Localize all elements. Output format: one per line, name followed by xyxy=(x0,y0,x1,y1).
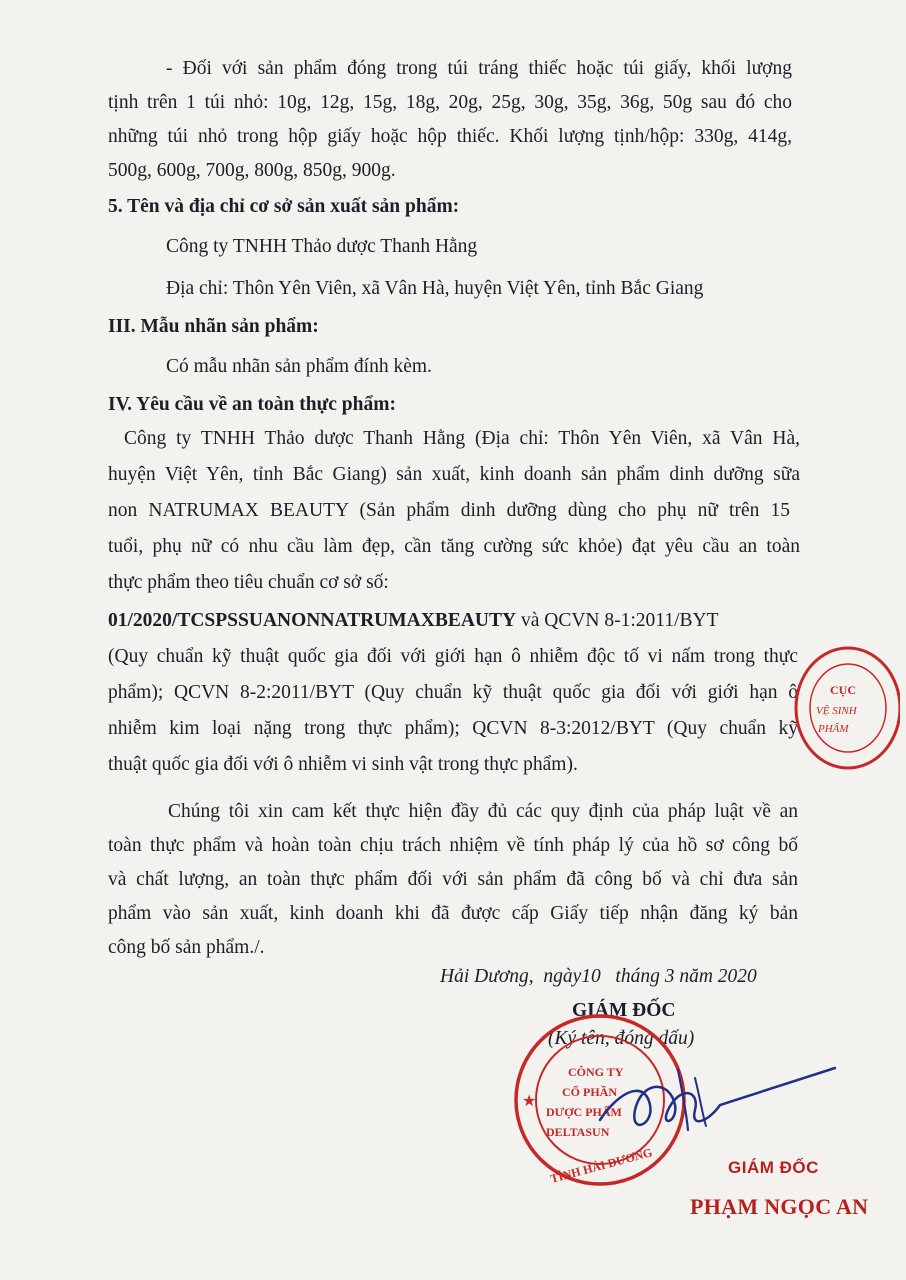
section4-line-1: Công ty TNHH Thảo dược Thanh Hằng (Địa chỉ: Thôn Yên Viên, xã Vân Hà, xyxy=(124,428,800,449)
commitment-line-4: phẩm vào sản xuất, kinh doanh khi đã được cấp Giấy tiếp nhận đăng ký bản xyxy=(108,903,798,924)
section4-line-4: tuổi, phụ nữ có nhu cầu làm đẹp, cần tăng cường sức khỏe) đạt yêu cầu an toàn xyxy=(108,536,800,557)
svg-text:DƯỢC PHẨM: DƯỢC PHẨM xyxy=(546,1105,622,1119)
stamp-title: GIÁM ĐỐC xyxy=(728,1158,819,1177)
packaging-line-1: - Đối với sản phẩm đóng trong túi tráng thiếc hoặc túi giấy, khối lượng xyxy=(166,58,792,79)
section5-company: Công ty TNHH Thảo dược Thanh Hằng xyxy=(166,236,478,257)
section5-heading: 5. Tên và địa chỉ cơ sở sản xuất sản phẩm: xyxy=(108,196,460,217)
packaging-line-2: tịnh trên 1 túi nhỏ: 10g, 12g, 15g, 18g, 20g, 25g, 30g, 35g, 36g, 50g sau đó cho xyxy=(108,92,792,113)
standard-line-5: thuật quốc gia đối với ô nhiễm vi sinh vật trong thực phẩm). xyxy=(108,754,578,775)
svg-text:DELTASUN: DELTASUN xyxy=(546,1125,610,1139)
svg-text:CỤC: CỤC xyxy=(830,683,856,697)
commitment-line-1: Chúng tôi xin cam kết thực hiện đầy đủ các quy định của pháp luật về an xyxy=(168,801,798,822)
standard-line-3: phẩm); QCVN 8-2:2011/BYT (Quy chuẩn kỹ thuật quốc gia đối với giới hạn ô xyxy=(108,682,798,703)
stamp-name: PHẠM NGỌC AN xyxy=(690,1194,869,1219)
section5-address: Địa chỉ: Thôn Yên Viên, xã Vân Hà, huyện Việt Yên, tỉnh Bắc Giang xyxy=(166,278,704,299)
date-line: Hải Dương, ngày10 tháng 3 năm 2020 xyxy=(440,966,757,987)
svg-text:TỈNH HẢI DƯƠNG: TỈNH HẢI DƯƠNG xyxy=(548,1145,654,1186)
commitment-line-5: công bố sản phẩm./. xyxy=(108,937,265,958)
section3-text: Có mẫu nhãn sản phẩm đính kèm. xyxy=(166,356,432,377)
packaging-line-4: 500g, 600g, 700g, 800g, 850g, 900g. xyxy=(108,160,396,181)
signature xyxy=(590,1050,850,1160)
standard-line-4: nhiễm kim loại nặng trong thực phẩm); QCVN 8-3:2012/BYT (Quy chuẩn kỹ xyxy=(108,718,798,739)
standard-line-1 xyxy=(108,604,718,638)
section4-line-3: non NATRUMAX BEAUTY (Sản phẩm dinh dưỡng dùng cho phụ nữ trên 15 xyxy=(108,500,790,521)
svg-text:CỔ PHẦN: CỔ PHẦN xyxy=(562,1085,617,1099)
food-safety-seal xyxy=(790,632,900,782)
svg-text:PHẨM: PHẨM xyxy=(818,723,849,735)
section4-line-5: thực phẩm theo tiêu chuẩn cơ sở số: xyxy=(108,572,389,593)
svg-text:CÔNG TY: CÔNG TY xyxy=(568,1065,624,1079)
standard-code: 01/2020/TCSPSSUANONNATRUMAXBEAUTY xyxy=(108,610,517,631)
section4-heading: IV. Yêu cầu về an toàn thực phẩm: xyxy=(108,394,396,415)
standard-rest: và QCVN 8-1:2011/BYT xyxy=(516,610,719,631)
commitment-line-3: và chất lượng, an toàn thực phẩm đối với sản phẩm đã công bố và chỉ đưa sản xyxy=(108,869,798,890)
standard-line-2: (Quy chuẩn kỹ thuật quốc gia đối với giới hạn ô nhiễm độc tố vi nấm trong thực xyxy=(108,646,798,667)
packaging-line-3: những túi nhỏ trong hộp giấy hoặc hộp thiếc. Khối lượng tịnh/hộp: 330g, 414g, xyxy=(108,126,792,147)
svg-text:★: ★ xyxy=(522,1093,537,1110)
section4-line-2: huyện Việt Yên, tỉnh Bắc Giang) sản xuất, kinh doanh sản phẩm dinh dưỡng sữa xyxy=(108,464,800,485)
svg-text:VỆ SINH: VỆ SINH xyxy=(816,705,857,717)
signer-note: (Ký tên, đóng dấu) xyxy=(548,1028,695,1049)
section3-heading: III. Mẫu nhãn sản phẩm: xyxy=(108,316,319,337)
signer-heading: GIÁM ĐỐC xyxy=(572,1000,676,1021)
commitment-line-2: toàn thực phẩm và hoàn toàn chịu trách nhiệm về tính pháp lý của hồ sơ công bố xyxy=(108,835,798,856)
